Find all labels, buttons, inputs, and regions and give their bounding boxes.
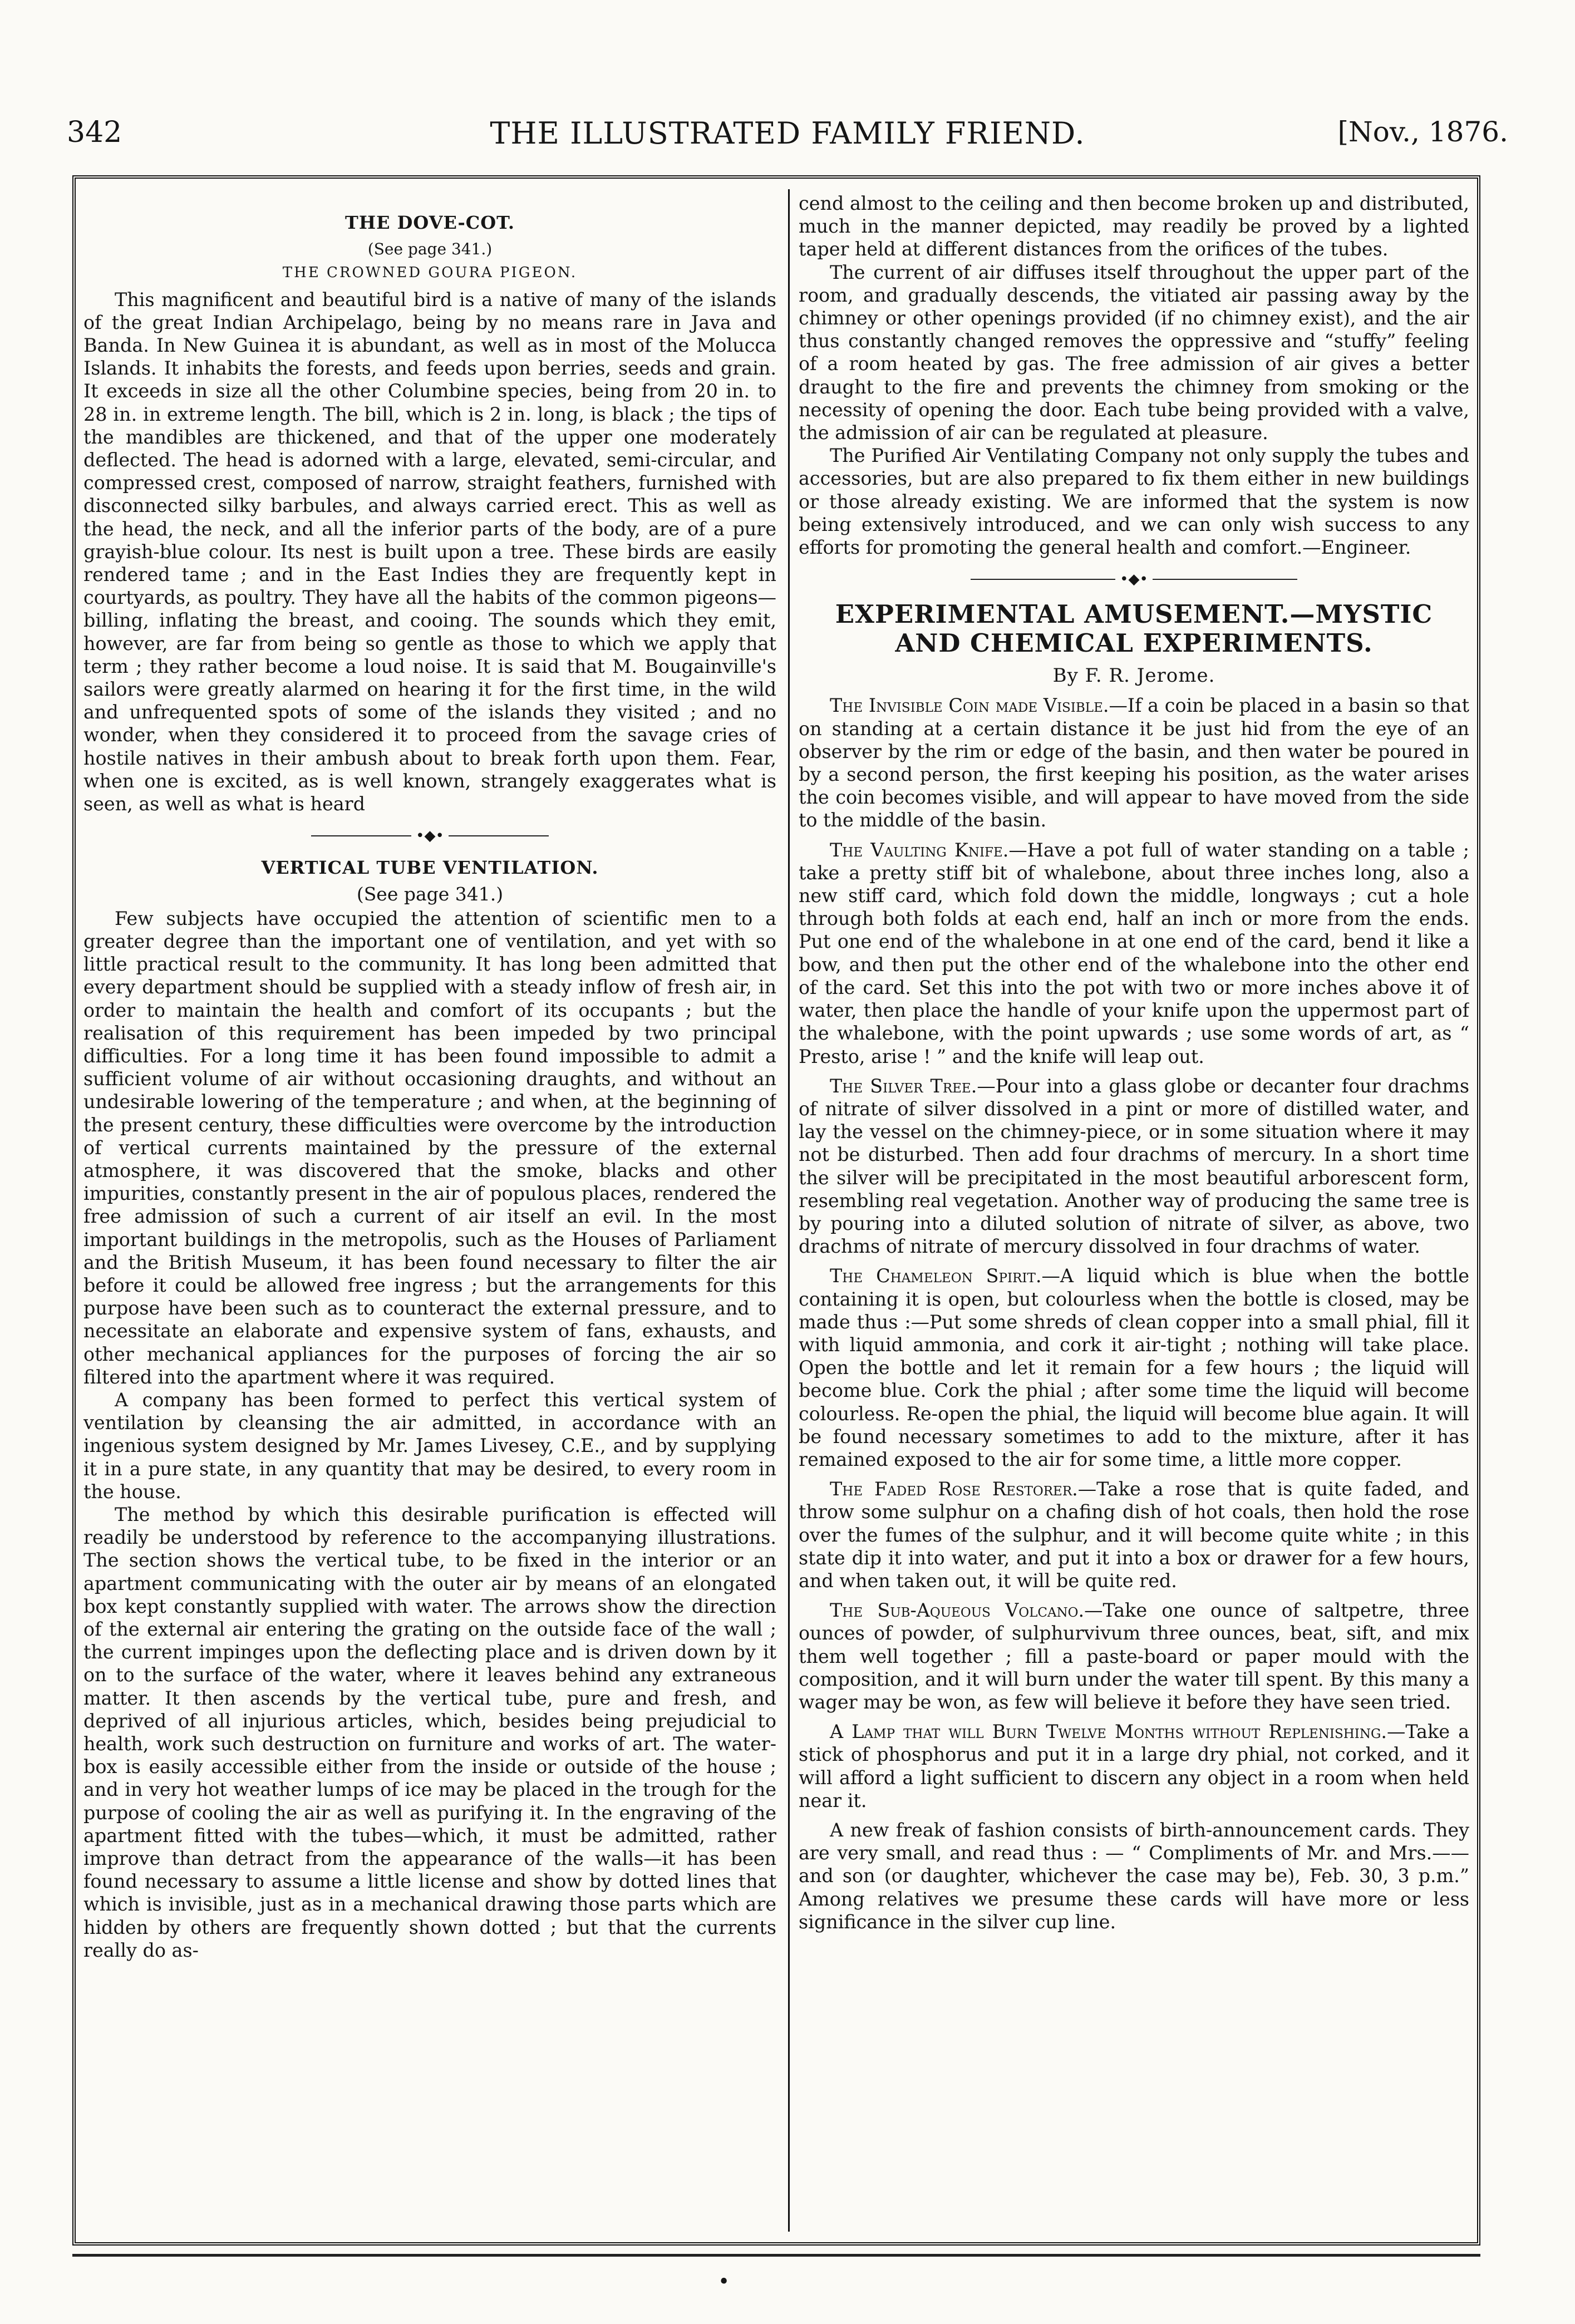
see-page-note: (See page 341.) <box>356 883 504 905</box>
column-divider <box>788 189 790 2232</box>
article-paragraph: A company has been formed to perfect this vertical system of ventilation by cleansing the air admitted, in accordance with an ingenious system designed by Mr. James Livesey, C.E., and by supplying it in a pure state, in any quantity that may be desired, to every room in the house. <box>83 1389 776 1503</box>
article-paragraph: The Purified Air Ventilating Company not only supply the tubes and accessories, but are also prepared to fix them either in new buildings or those already existing. We are informed that the system is now being extensively introduced, and we can only wish success to any efforts for promoting the general health and comfort.—Engineer. <box>799 445 1469 559</box>
experiment-item <box>799 1599 1469 1714</box>
experiment-text: —A liquid which is blue when the bottle containing it is open, but colourless when the bottle is closed, may be made thus :—Put some shreds of clean copper into a small phial, fill it with liquid ammonia, and cork it air-tight ; nothing will take place. Open the bottle and let it remain for a few hours ; the liquid will become blue. Cork the phial ; after some time the liquid will become colourless. Re-open the phial, the liquid will become blue again. It will be found necessary sometimes to add to the mixture, after it has remained exposed to the air for some time, a little more copper. <box>799 1265 1469 1470</box>
article-title-experimental: EXPERIMENTAL AMUSEMENT.—MYSTIC AND CHEMICAL EXPERIMENTS. <box>835 599 1433 658</box>
experiment-heading: A Lamp that will Burn Twelve Months without Replenishing. <box>830 1721 1387 1743</box>
footer-mark: • <box>718 2271 730 2293</box>
article-title-ventilation: VERTICAL TUBE VENTILATION. <box>261 857 599 879</box>
experiment-heading: The Invisible Coin made Visible. <box>830 695 1109 717</box>
experiment-text: —Have a pot full of water standing on a table ; take a pretty stiff bit of whalebone, about three inches long, also a new stiff card, which fold down the middle, longways ; cut a hole through both folds at each end, half an inch or more from the ends. Put one end of the whalebone in at one end of the card, bend it like a bow, and then put the other end of the whalebone into the other end of the card. Set this into the pot with two or more inches above it of water, then place the handle of your knife upon the uppermost part of the whalebone, with the point upwards ; use some words of art, as “ Presto, arise ! ” and the knife will leap out. <box>799 839 1469 1067</box>
issue-date: [Nov., 1876. <box>1337 116 1508 148</box>
experiment-item <box>799 694 1469 831</box>
experiment-heading: The Chameleon Spirit. <box>830 1265 1042 1287</box>
page-number: 342 <box>67 116 122 149</box>
experiment-item <box>799 839 1469 1068</box>
article-paragraph: The current of air diffuses itself throughout the upper part of the room, and gradually descends, the vitiated air passing away by the chimney or other openings provided (if no chimney exist), and the air thus constantly changed removes the oppressive and “stuffy” feeling of a room heated by gas. The free admission of air gives a better draught to the fire and prevents the chimney from smoking or the necessity of opening the door. Each tube being provided with a valve, the admission of air can be regulated at pleasure. <box>799 261 1469 444</box>
article-subtitle: THE CROWNED GOURA PIGEON. <box>282 264 578 282</box>
article-paragraph: Few subjects have occupied the attention of scientific men to a greater degree than the important one of ventilation, and yet with so little practical result to the community. It has long been admitted that every department should be supplied with a steady inflow of fresh air, in order to maintain the health and comfort of its occupants ; but the realisation of this requirement has been impeded by two principal difficulties. For a long time it has been found impossible to admit a sufficient volume of air without occasioning draughts, and without an undesirable lowering of the temperature ; and when, at the beginning of the present century, these difficulties were overcome by the introduction of vertical currents maintained by the pressure of the external atmosphere, it was discovered that the smoke, blacks and other impurities, constantly present in the air of populous places, rendered the free admission of such a current of air itself an evil. In the most important buildings in the metropolis, such as the Houses of Parliament and the British Museum, it has been found necessary to filter the air before it could be allowed free ingress ; but the arrangements for this purpose have been such as to counteract the external pressure, and to necessitate an elaborate and expensive system of fans, exhausts, and other mechanical appliances for the purposes of forcing the air so filtered into the apartment where it was required. <box>83 907 776 1388</box>
see-page-note: (See page 341.) <box>367 240 493 259</box>
section-ornament <box>799 567 1469 592</box>
ornament-glyph: •◆• <box>1120 570 1148 588</box>
experiment-text: —Pour into a glass globe or decanter four drachms of nitrate of silver dissolved in a pint or more of distilled water, and lay the vessel on the chimney-piece, or in some situation where it may not be disturbed. Then add four drachms of mercury. In a short time the silver will be precipitated in the most beautiful arborescent form, resembling real vegetation. Another way of producing the same tree is by pouring into a diluted solution of nitrate of silver, as above, two drachms of nitrate of mercury dissolved in four drachms of water. <box>799 1075 1469 1258</box>
section-ornament <box>83 823 776 849</box>
closing-paragraph: A new freak of fashion consists of birth-announcement cards. They are very small, and read thus : — “ Compliments of Mr. and Mrs.——and son (or daughter, whichever the case may be), Feb. 30, 3 p.m.” Among relatives we presume these cards will have more or less significance in the silver cup line. <box>799 1819 1469 1933</box>
experiment-item <box>799 1264 1469 1471</box>
experiment-text: —Take one ounce of saltpetre, three ounces of powder, of sulphurvivum three ounces, beat, sift, and mix them well together ; fill a paste-board or paper mould with the composition, and it will burn under the water till spent. By this many a wager may be won, as few will believe it before they have seen tried. <box>799 1599 1469 1713</box>
article-title-dovecot: THE DOVE-COT. <box>345 212 515 233</box>
experiment-heading: The Faded Rose Restorer. <box>830 1478 1078 1500</box>
experiment-text: —Take a stick of phosphorus and put it in a large dry phial, not corked, and it will afford a light sufficient to discern any object in a room when held near it. <box>799 1721 1469 1811</box>
running-header <box>67 116 1508 166</box>
article-paragraph-continued: cend almost to the ceiling and then become broken up and distributed, much in the manner depicted, may readily be proved by a lighted taper held at different distances from the orifices of the tubes. <box>799 193 1469 260</box>
experiment-heading: The Sub-Aqueous Volcano. <box>830 1599 1085 1622</box>
experiment-text: —If a coin be placed in a basin so that on standing at a certain distance it be just hid from the eye of an observer by the rim or edge of the basin, and then water be poured in by a second person, the first keeping his position, as the water arises the coin becomes visible, and will appear to have moved from the side to the middle of the basin. <box>799 695 1469 831</box>
journal-title: THE ILLUSTRATED FAMILY FRIEND. <box>490 116 1085 151</box>
experiment-item <box>799 1478 1469 1592</box>
article-paragraph: This magnificent and beautiful bird is a native of many of the islands of the great Indian Archipelago, being by no means rare in Java and Banda. In New Guinea it is abundant, as well as in most of the Molucca Islands. It inhabits the forests, and feeds upon berries, seeds and grain. It exceeds in size all the other Columbine species, being from 20 in. to 28 in. in extreme length. The bill, which is 2 in. long, is black ; the tips of the mandibles are thickened, and that of the upper one moderately deflected. The head is adorned with a large, elevated, semi-circular, and compressed crest, composed of narrow, straight feathers, furnished with disconnected silky barbules, and always carried erect. This as well as the head, the neck, and all the inferior parts of the body, are of a pure grayish-blue colour. Its nest is built upon a tree. These birds are easily rendered tame ; and in the East Indies they are frequently kept in courtyards, as poultry. They have all the habits of the common pigeons—billing, inflating the breast, and cooing. The sounds which they emit, however, are far from being so gentle as those to which we apply that term ; they rather become a loud noise. It is said that M. Bougainville's sailors were greatly alarmed on hearing it for the first time, in the wild and unfrequented spots of some of the islands they visited ; and no wonder, when they considered it to proceed from the savage cries of hostile natives in their ambush about to break forth upon them. Fear, when one is excited, as is well known, strangely exaggerates what is seen, as well as what is heard <box>83 288 776 815</box>
byline: By F. R. Jerome. <box>1052 664 1215 687</box>
left-column <box>83 211 776 2237</box>
experiment-item <box>799 1720 1469 1812</box>
experiment-text: —Take a rose that is quite faded, and throw some sulphur on a chafing dish of hot coals, then hold the rose over the fumes of the sulphur, and it will become quite white ; in this state dip it into water, and put it into a box or drawer for a few hours, and when taken out, it will be quite red. <box>799 1478 1469 1592</box>
right-column <box>799 192 1469 2218</box>
ornament-glyph: •◆• <box>416 827 444 844</box>
bottom-rule <box>72 2254 1480 2257</box>
experiment-item <box>799 1075 1469 1258</box>
experiment-heading: The Silver Tree. <box>830 1075 977 1097</box>
experiment-heading: The Vaulting Knife. <box>830 839 1009 861</box>
article-paragraph: The method by which this desirable purification is effected will readily be understood by reference to the accompanying illustrations. The section shows the vertical tube, to be fixed in the interior or an apartment communicating with the outer air by means of an elongated box kept constantly supplied with water. The arrows show the direction of the external air entering the grating on the outside face of the wall ; the current impinges upon the deflecting place and is driven down by it on to the surface of the water, where it leaves behind any extraneous matter. It then ascends by the vertical tube, pure and fresh, and deprived of all injurious articles, which, besides being prejudicial to health, work such destruction on furniture and works of art. The water-box is easily accessible either from the inside or outside of the house ; and in very hot weather lumps of ice may be placed in the trough for the purpose of cooling the air as well as purifying it. In the engraving of the apartment fitted with the tubes—which, it must be admitted, rather improve than detract from the appearance of the walls—it has been found necessary to assume a little license and show by dotted lines that which is invisible, just as in a mechanical drawing those parts which are hidden by others are frequently shown dotted ; but that the currents really do as- <box>83 1503 776 1961</box>
